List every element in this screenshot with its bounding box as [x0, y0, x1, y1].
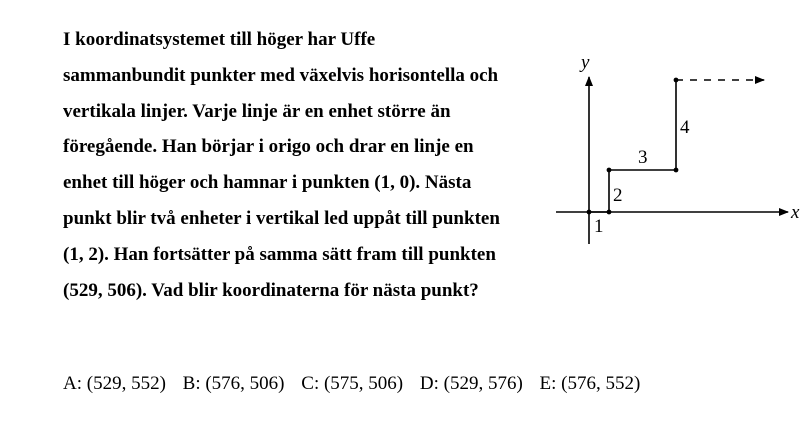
segment-label-3: 3 — [638, 147, 648, 168]
point-4-6 — [674, 78, 679, 83]
x-axis-label: x — [791, 202, 800, 223]
problem-line: I koordinatsystemet till höger har Uffe — [63, 29, 376, 50]
answer-option-a[interactable]: A: (529, 552) — [63, 373, 166, 394]
point-origin — [587, 210, 592, 215]
problem-line: (529, 506). Vad blir koordinaterna för nästa punkt? — [63, 279, 479, 301]
segment-label-2: 2 — [613, 185, 623, 206]
coordinate-diagram — [550, 50, 800, 250]
problem-line: vertikala linjer. Varje linje är en enhet större än — [63, 100, 451, 122]
point-1-0 — [607, 210, 612, 215]
problem-line: (1, 2). Han fortsätter på samma sätt fram till punkten — [63, 243, 496, 265]
problem-text — [63, 22, 553, 308]
answer-option-b[interactable]: B: (576, 506) — [182, 373, 285, 394]
answer-options — [63, 373, 652, 395]
answer-option-c[interactable]: C: (575, 506) — [301, 373, 404, 394]
segment-label-4: 4 — [680, 117, 690, 138]
problem-line: föregående. Han börjar i origo och drar en linje en — [63, 136, 474, 158]
problem-line: enhet till höger och hamnar i punkten (1, 0). Nästa — [63, 172, 472, 194]
answer-option-d[interactable]: D: (529, 576) — [419, 373, 523, 394]
y-axis-label: y — [581, 52, 590, 73]
segment-label-1: 1 — [594, 216, 604, 237]
point-4-2 — [674, 168, 679, 173]
answer-option-e[interactable]: E: (576, 552) — [539, 373, 641, 394]
problem-line: sammanbundit punkter med växelvis horisontella och — [63, 64, 499, 86]
staircase-path — [589, 80, 676, 212]
problem-line: punkt blir två enheter i vertikal led uppåt till punkten — [63, 207, 500, 229]
coordinate-figure — [550, 50, 800, 250]
point-1-2 — [607, 168, 612, 173]
